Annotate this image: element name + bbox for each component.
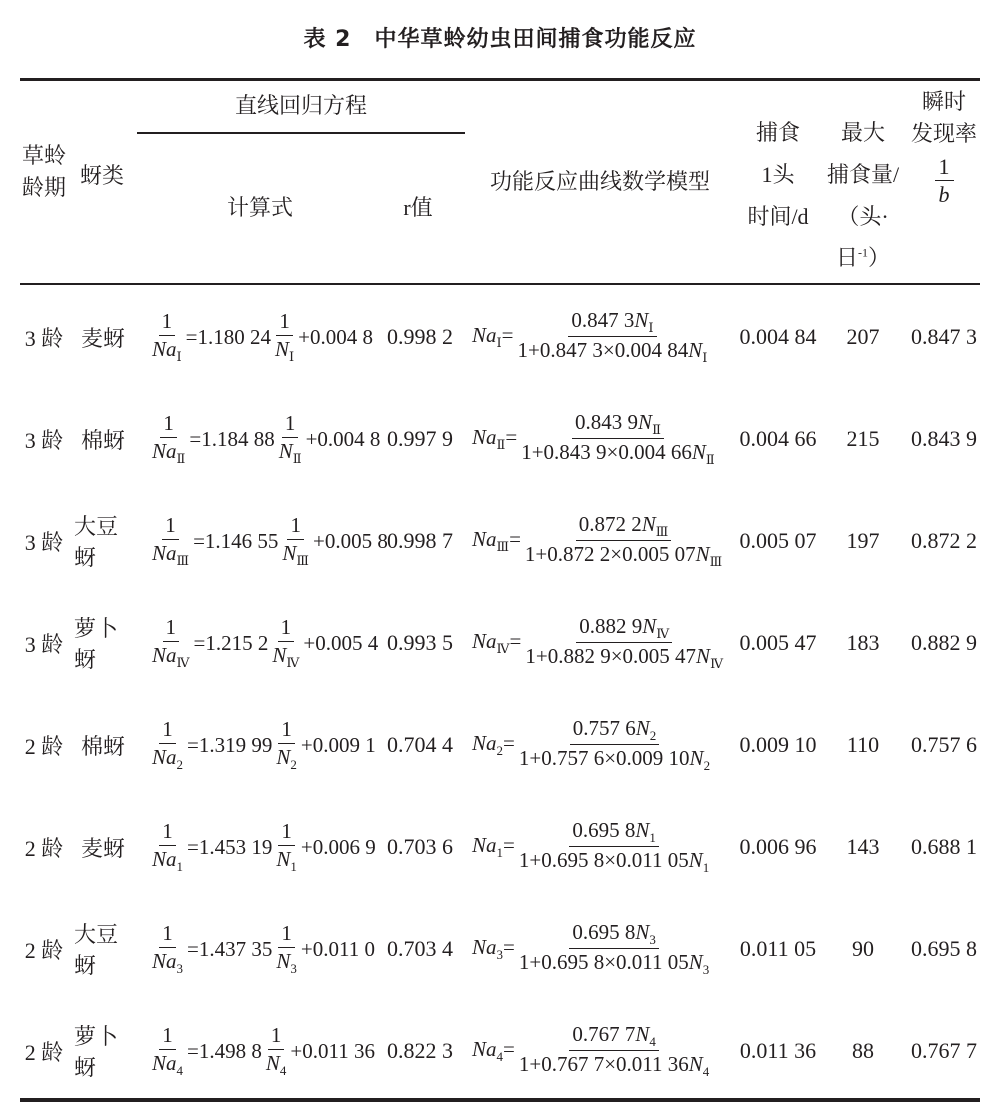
header-discovery-rate bbox=[908, 86, 980, 211]
model-fraction: $\frac{0.695 8N_1}{1+0.695 8\times 0.011 05N_1}$ bbox=[518, 817, 710, 876]
table-row bbox=[0, 1000, 1000, 1102]
table-row bbox=[0, 796, 1000, 898]
cell-model: $Na_2=$ $\frac{0.757 6N_2}{1+0.757 6\times 0.009 10N_2}$ bbox=[472, 694, 732, 796]
cell-regression-equation: $\frac{1}{Na_Ⅲ}$ = 1.146 55 $\frac{1}{N_Ⅲ}$ + 0.005 8 bbox=[148, 490, 376, 592]
cell-aphid: 萝卜蚜 bbox=[74, 616, 119, 672]
cell-model: $Na_3=$ $\frac{0.695 8N_3}{1+0.695 8\times 0.011 05N_3}$ bbox=[472, 898, 732, 1000]
cell-stage: 3 龄 bbox=[24, 427, 64, 453]
cell-discovery-rate: 0.757 6 bbox=[911, 732, 977, 757]
eq-lhs-fraction: $\frac{1}{Na_Ⅰ}$ bbox=[152, 309, 182, 364]
cell-regression-equation: $\frac{1}{Na_Ⅳ}$ = 1.215 2 $\frac{1}{N_Ⅳ}$ + 0.005 4 bbox=[148, 592, 376, 694]
table-row bbox=[0, 490, 1000, 592]
top-rule bbox=[20, 78, 980, 81]
eq-rhs-fraction: $\frac{1}{N_Ⅲ}$ bbox=[282, 513, 309, 568]
eq-rhs-fraction: $\frac{1}{N_4}$ bbox=[265, 1023, 287, 1078]
cell-aphid: 萝卜蚜 bbox=[74, 1024, 119, 1080]
cell-r-value: 0.997 9 bbox=[387, 426, 453, 451]
eq-intercept: 0.011 36 bbox=[302, 1038, 375, 1063]
table-row bbox=[0, 694, 1000, 796]
eq-intercept: 0.006 9 bbox=[312, 834, 376, 859]
eq-lhs-fraction: $\frac{1}{Na_2}$ bbox=[152, 717, 184, 772]
cell-regression-equation: $\frac{1}{Na_Ⅰ}$ = 1.180 24 $\frac{1}{N_Ⅰ}$ + 0.004 8 bbox=[148, 286, 376, 388]
table-row bbox=[0, 286, 1000, 388]
cell-handling-time: 0.011 05 bbox=[739, 936, 817, 961]
model-fraction: $\frac{0.882 9N_Ⅳ}{1+0.882 9\times 0.005 47N_Ⅳ}$ bbox=[525, 613, 724, 672]
eq-rhs-fraction: $\frac{1}{N_Ⅳ}$ bbox=[272, 615, 300, 670]
regression-underline bbox=[137, 132, 465, 134]
eq-intercept: 0.009 1 bbox=[312, 732, 376, 757]
eq-rhs-fraction: $\frac{1}{N_1}$ bbox=[276, 819, 297, 874]
eq-slope: 1.180 24 bbox=[197, 324, 271, 349]
cell-regression-equation: $\frac{1}{Na_1}$ = 1.453 19 $\frac{1}{N_1}$ + 0.006 9 bbox=[148, 796, 376, 898]
cell-stage: 2 龄 bbox=[24, 937, 64, 963]
model-fraction: $\frac{0.872 2N_Ⅲ}{1+0.872 2\times 0.005 07N_Ⅲ}$ bbox=[524, 511, 723, 570]
cell-model: $Na_1=$ $\frac{0.695 8N_1}{1+0.695 8\times 0.011 05N_1}$ bbox=[472, 796, 732, 898]
cell-max-predation: 90 bbox=[852, 936, 874, 961]
header-handling-line2: 1头 bbox=[761, 161, 795, 187]
cell-regression-equation: $\frac{1}{Na_4}$ = 1.498 8 $\frac{1}{N_4}$ + 0.011 36 bbox=[148, 1000, 376, 1102]
cell-handling-time: 0.004 84 bbox=[739, 324, 817, 349]
header-r: r值 bbox=[403, 195, 433, 220]
eq-intercept: 0.005 8 bbox=[324, 528, 388, 553]
cell-handling-time: 0.006 96 bbox=[739, 834, 817, 859]
cell-handling-time: 0.011 36 bbox=[739, 1038, 817, 1063]
cell-r-value: 0.704 4 bbox=[387, 732, 453, 757]
bottom-rule bbox=[20, 1098, 980, 1102]
eq-lhs-fraction: $\frac{1}{Na_Ⅱ}$ bbox=[152, 411, 186, 466]
model-fraction: $\frac{0.843 9N_Ⅱ}{1+0.843 9\times 0.004 66N_Ⅱ}$ bbox=[521, 409, 715, 468]
eq-lhs-fraction: $\frac{1}{Na_1}$ bbox=[152, 819, 184, 874]
header-handling-time bbox=[738, 112, 818, 237]
cell-r-value: 0.822 3 bbox=[387, 1038, 453, 1063]
table-row bbox=[0, 388, 1000, 490]
eq-lhs-fraction: $\frac{1}{Na_3}$ bbox=[152, 921, 184, 976]
cell-stage: 2 龄 bbox=[24, 733, 64, 759]
header-handling-line1: 捕食 bbox=[755, 120, 800, 145]
eq-intercept: 0.011 0 bbox=[312, 936, 375, 961]
cell-r-value: 0.703 6 bbox=[387, 834, 453, 859]
cell-regression-equation: $\frac{1}{Na_3}$ = 1.437 35 $\frac{1}{N_3}$ + 0.011 0 bbox=[148, 898, 376, 1000]
header-model: 功能反应曲线数学模型 bbox=[489, 169, 710, 194]
cell-stage: 3 龄 bbox=[24, 325, 64, 351]
header-max-line2: 捕食量/ bbox=[826, 161, 900, 187]
eq-intercept: 0.005 4 bbox=[315, 630, 379, 655]
eq-slope: 1.319 99 bbox=[198, 732, 273, 757]
cell-max-predation: 183 bbox=[846, 630, 880, 655]
cell-max-predation: 215 bbox=[846, 426, 880, 451]
model-fraction: $\frac{0.847 3N_Ⅰ}{1+0.847 3\times 0.004 84N_Ⅰ}$ bbox=[517, 307, 708, 366]
cell-discovery-rate: 0.688 1 bbox=[911, 834, 977, 859]
cell-stage: 2 龄 bbox=[24, 835, 64, 861]
cell-stage: 3 龄 bbox=[24, 631, 64, 657]
cell-model: $Na_Ⅲ=$ $\frac{0.872 2N_Ⅲ}{1+0.872 2\times 0.005 07N_Ⅲ}$ bbox=[472, 490, 732, 592]
cell-discovery-rate: 0.843 9 bbox=[911, 426, 977, 451]
cell-aphid: 大豆蚜 bbox=[74, 922, 119, 978]
cell-r-value: 0.703 4 bbox=[387, 936, 453, 961]
cell-aphid: 大豆蚜 bbox=[74, 514, 119, 570]
cell-aphid: 麦蚜 bbox=[80, 835, 125, 861]
cell-handling-time: 0.005 07 bbox=[739, 528, 817, 553]
table-row bbox=[0, 592, 1000, 694]
eq-slope: 1.184 88 bbox=[201, 426, 275, 451]
cell-discovery-rate: 0.872 2 bbox=[911, 528, 977, 553]
cell-aphid: 棉蚜 bbox=[80, 427, 125, 453]
model-fraction: $\frac{0.767 7N_4}{1+0.767 7\times 0.011 36N_4}$ bbox=[518, 1021, 710, 1080]
eq-rhs-fraction: $\frac{1}{N_2}$ bbox=[276, 717, 297, 772]
eq-slope: 1.437 35 bbox=[198, 936, 273, 961]
header-max-predation bbox=[820, 112, 906, 279]
cell-r-value: 0.998 2 bbox=[387, 324, 453, 349]
cell-max-predation: 110 bbox=[846, 732, 880, 757]
eq-rhs-fraction: $\frac{1}{N_Ⅱ}$ bbox=[278, 411, 302, 466]
header-max-line3: （头·日$^{-1}$） bbox=[835, 203, 891, 271]
cell-handling-time: 0.004 66 bbox=[739, 426, 817, 451]
cell-r-value: 0.998 7 bbox=[387, 528, 453, 553]
cell-model: $Na_Ⅰ=$ $\frac{0.847 3N_Ⅰ}{1+0.847 3\times 0.004 84N_Ⅰ}$ bbox=[472, 286, 732, 388]
table-row bbox=[0, 898, 1000, 1000]
cell-regression-equation: $\frac{1}{Na_Ⅱ}$ = 1.184 88 $\frac{1}{N_Ⅱ}$ + 0.004 8 bbox=[148, 388, 376, 490]
cell-discovery-rate: 0.767 7 bbox=[911, 1038, 977, 1063]
cell-model: $Na_Ⅱ=$ $\frac{0.843 9N_Ⅱ}{1+0.843 9\times 0.004 66N_Ⅱ}$ bbox=[472, 388, 732, 490]
header-rule bbox=[20, 283, 980, 285]
header-aphid: 蚜类 bbox=[79, 163, 124, 188]
model-fraction: $\frac{0.757 6N_2}{1+0.757 6\times 0.009 10N_2}$ bbox=[518, 715, 711, 774]
header-regression: 直线回归方程 bbox=[234, 93, 367, 118]
cell-discovery-rate: 0.847 3 bbox=[911, 324, 977, 349]
eq-slope: 1.146 55 bbox=[204, 528, 279, 553]
cell-max-predation: 197 bbox=[846, 528, 880, 553]
eq-lhs-fraction: $\frac{1}{Na_Ⅳ}$ bbox=[152, 615, 190, 670]
eq-rhs-fraction: $\frac{1}{N_Ⅰ}$ bbox=[275, 309, 295, 364]
eq-lhs-fraction: $\frac{1}{Na_Ⅲ}$ bbox=[152, 513, 190, 568]
cell-discovery-rate: 0.695 8 bbox=[911, 936, 977, 961]
cell-model: $Na_Ⅳ=$ $\frac{0.882 9N_Ⅳ}{1+0.882 9\times 0.005 47N_Ⅳ}$ bbox=[472, 592, 732, 694]
cell-handling-time: 0.009 10 bbox=[739, 732, 817, 757]
cell-stage: 3 龄 bbox=[24, 529, 64, 555]
cell-aphid: 棉蚜 bbox=[80, 733, 125, 759]
header-rate-line1: 瞬时 bbox=[921, 89, 966, 114]
cell-max-predation: 143 bbox=[846, 834, 880, 859]
header-rate-line2: 发现率 bbox=[910, 120, 977, 146]
cell-max-predation: 207 bbox=[846, 324, 880, 349]
eq-rhs-fraction: $\frac{1}{N_3}$ bbox=[276, 921, 297, 976]
eq-slope: 1.453 19 bbox=[198, 834, 273, 859]
cell-regression-equation: $\frac{1}{Na_2}$ = 1.319 99 $\frac{1}{N_2}$ + 0.009 1 bbox=[148, 694, 376, 796]
eq-slope: 1.498 8 bbox=[198, 1038, 262, 1063]
cell-max-predation: 88 bbox=[852, 1038, 874, 1063]
table-title: 表 2 中华草蛉幼虫田间捕食功能反应 bbox=[303, 27, 697, 52]
header-rate-fraction: $\frac{1}{b}$ bbox=[935, 154, 954, 210]
cell-discovery-rate: 0.882 9 bbox=[911, 630, 977, 655]
cell-model: $Na_4=$ $\frac{0.767 7N_4}{1+0.767 7\times 0.011 36N_4}$ bbox=[472, 1000, 732, 1102]
cell-r-value: 0.993 5 bbox=[387, 630, 453, 655]
eq-slope: 1.215 2 bbox=[205, 630, 269, 655]
eq-lhs-fraction: $\frac{1}{Na_4}$ bbox=[152, 1023, 184, 1078]
eq-intercept: 0.004 8 bbox=[310, 324, 373, 349]
header-max-line1: 最大 bbox=[840, 120, 885, 145]
header-handling-line3: 时间/d bbox=[747, 203, 809, 229]
cell-handling-time: 0.005 47 bbox=[739, 630, 817, 655]
eq-intercept: 0.004 8 bbox=[317, 426, 381, 451]
cell-aphid: 麦蚜 bbox=[80, 325, 125, 351]
cell-stage: 2 龄 bbox=[24, 1039, 64, 1065]
header-calc: 计算式 bbox=[226, 195, 293, 220]
model-fraction: $\frac{0.695 8N_3}{1+0.695 8\times 0.011 05N_3}$ bbox=[518, 919, 710, 978]
header-stage: 草蛉龄期 bbox=[22, 143, 67, 200]
